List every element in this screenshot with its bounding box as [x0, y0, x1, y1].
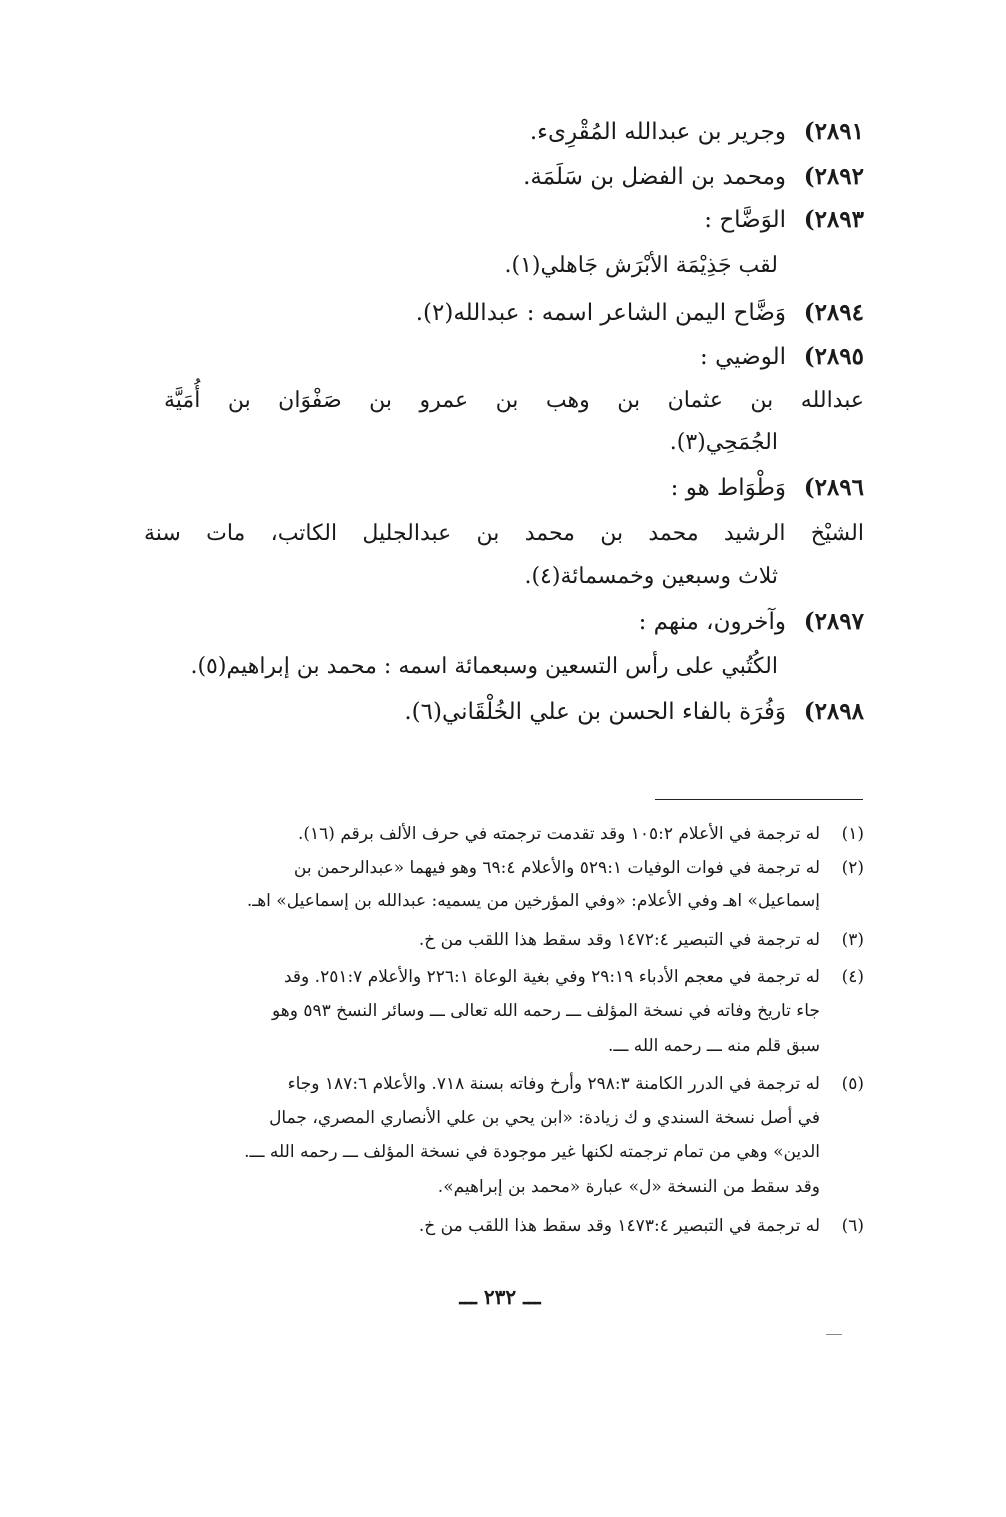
entry-2895 [144, 337, 864, 377]
footnote-text: له ترجمة في التبصير ١٤٧٢:٤ وقد سقط هذا اللقب من خ. [418, 930, 820, 950]
footnote-number: (٥) [841, 1074, 864, 1094]
footnote-separator [655, 799, 863, 800]
entry-number: ٢٨٩٧) [803, 608, 864, 635]
footnote-text: له ترجمة في التبصير ١٤٧٣:٤ وقد سقط هذا اللقب من خ. [418, 1216, 820, 1236]
entry-heading: وَفُرَة بالفاء الحسن بن علي الخُلْقَاني(٦). [404, 699, 786, 725]
entry-2895-body-line-2: الجُمَحِي(٣). [669, 430, 778, 455]
footnote-number: (٤) [841, 967, 864, 987]
entry-2897 [144, 602, 864, 642]
entry-2894 [144, 293, 864, 333]
entry-number: ٢٨٩٦) [803, 474, 864, 501]
entry-2897-body: الكُتُبي على رأس التسعين وسبعمائة اسمه : محمد بن إبراهيم(٥). [190, 654, 778, 679]
entry-heading: وَضَّاح اليمن الشاعر اسمه : عبدالله(٢). [415, 300, 786, 326]
footnote-number: (٦) [841, 1216, 864, 1236]
entry-2892 [144, 157, 864, 197]
entry-number: ٢٨٩٤) [803, 299, 864, 326]
entry-2895-body-line-1: عبدالله بن عثمان بن وهب بن عمرو بن صَفْوَان بن أُمَيَّة [164, 388, 864, 413]
entry-2893-body: لقب جَذِيْمَة الأبْرَش جَاهلي(١). [504, 253, 778, 278]
entry-2896-body-line-2: ثلاث وسبعين وخمسمائة(٤). [524, 564, 778, 589]
entry-number: ٢٨٩٣) [803, 206, 864, 233]
footnote-text: له ترجمة في فوات الوفيات ٥٢٩:١ والأعلام ٦٩:٤ وهو فيهما «عبدالرحمن بن [293, 858, 820, 878]
entry-heading: وآخرون، منهم : [638, 609, 786, 635]
entry-2896 [144, 468, 864, 508]
entry-2891 [144, 112, 864, 152]
entry-number: ٢٨٩٨) [803, 698, 864, 725]
footnote-6 [144, 1211, 864, 1241]
entry-number: ٢٨٩١) [803, 118, 864, 145]
entry-heading: وَطْوَاط هو : [670, 475, 786, 501]
footnote-4 [144, 962, 864, 992]
entry-heading: ومحمد بن الفضل بن سَلَمَة. [523, 164, 786, 190]
footnote-number: (٣) [841, 930, 864, 950]
entry-2896-body-line-1: الشيْخ الرشيد محمد بن محمد بن عبدالجليل الكاتب، مات سنة [144, 521, 864, 546]
footnote-4-line-2: جاء تاريخ وفاته في نسخة المؤلف ـــ رحمه الله تعالى ـــ وسائر النسخ ٥٩٣ وهو [271, 1001, 820, 1021]
entry-heading: وجرير بن عبدالله المُقْرِىء. [529, 119, 786, 145]
footnote-text: له ترجمة في الأعلام ١٠٥:٢ وقد تقدمت ترجمته في حرف الألف برقم (١٦). [297, 824, 820, 844]
footnote-2 [144, 853, 864, 883]
footnote-5-line-4: وقد سقط من النسخة «ل» عبارة «محمد بن إبراهيم». [437, 1177, 820, 1197]
entry-heading: الوضيي : [700, 344, 786, 370]
entry-2898 [144, 692, 864, 732]
footnote-3 [144, 925, 864, 955]
entry-heading: الوَضَّاح : [704, 207, 786, 233]
footnote-1 [144, 819, 864, 849]
entry-number: ٢٨٩٢) [803, 163, 864, 190]
footnote-text: له ترجمة في الدرر الكامنة ٢٩٨:٣ وأرخ وفاته بسنة ٧١٨. والأعلام ١٨٧:٦ وجاء [287, 1074, 820, 1094]
footnote-5-line-2: في أصل نسخة السندي و ك زيادة: «ابن يحي بن علي الأنصاري المصري، جمال [269, 1108, 820, 1128]
entry-number: ٢٨٩٥) [803, 343, 864, 370]
footnote-5-line-3: الدين» وهي من تمام ترجمته لكنها غير موجودة في نسخة المؤلف ـــ رحمه الله ـــ. [244, 1142, 820, 1162]
footnote-number: (٢) [841, 858, 864, 878]
footnote-text: له ترجمة في معجم الأدباء ٢٩:١٩ وفي بغية الوعاة ٢٢٦:١ والأعلام ٢٥١:٧. وقد [283, 967, 820, 987]
footnote-2-line-2: إسماعيل» اهـ وفي الأعلام: «وفي المؤرخين من يسميه: عبدالله بن إسماعيل» اهـ. [246, 891, 820, 911]
footnote-5 [144, 1069, 864, 1099]
footnote-number: (١) [841, 824, 864, 844]
scan-artifact-mark [826, 1334, 842, 1335]
page-number: ـــ ٢٣٢ ـــ [459, 1285, 541, 1309]
entry-2893 [144, 200, 864, 240]
footnote-4-line-3: سبق قلم منه ـــ رحمه الله ـــ. [608, 1036, 820, 1056]
